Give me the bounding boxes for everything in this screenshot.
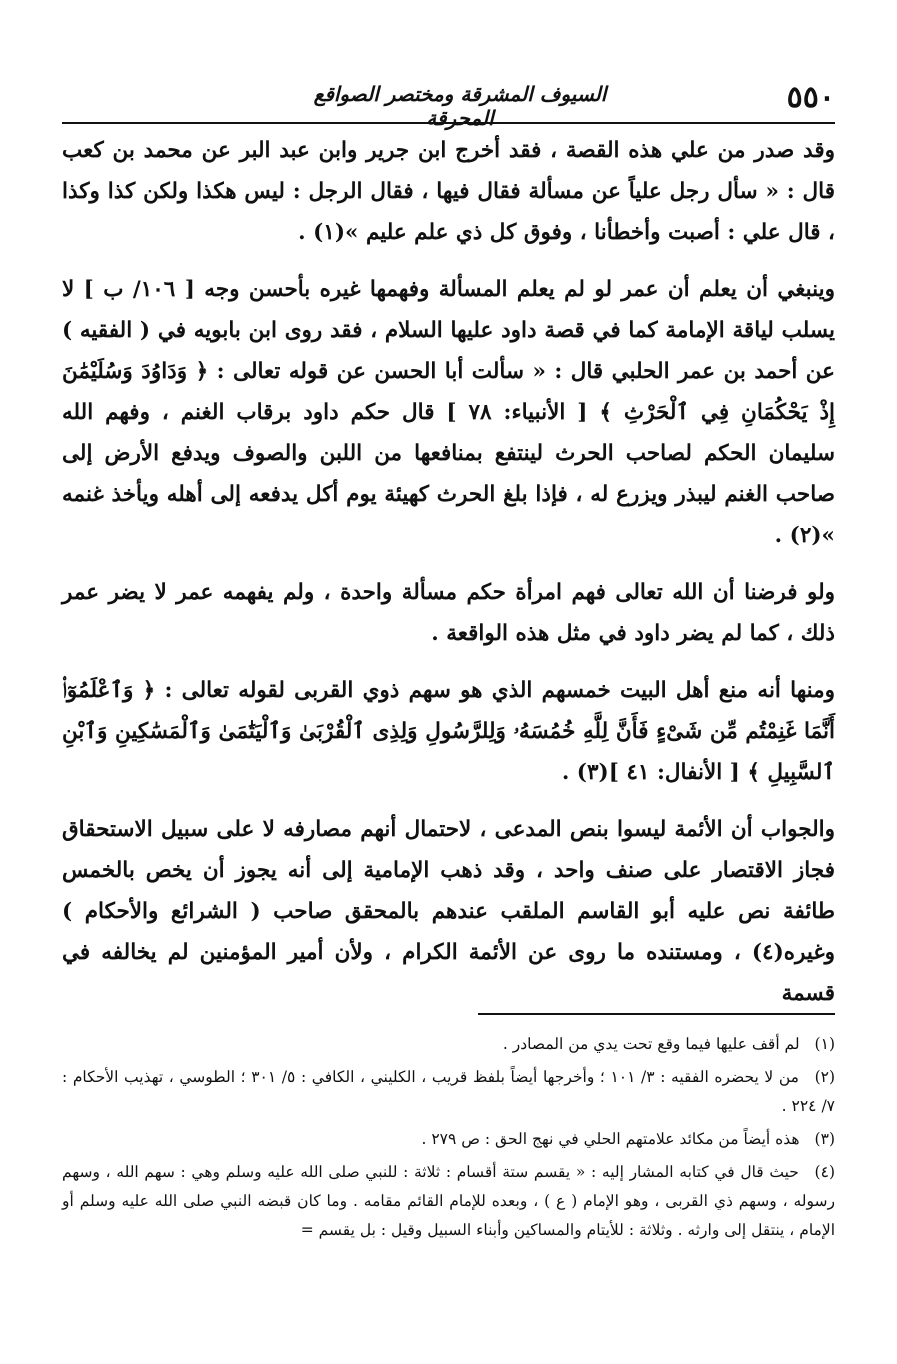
header-divider — [62, 122, 835, 124]
footnote — [62, 1158, 835, 1245]
footnote-text: من لا يحضره الفقيه : ٣/ ١٠١ ؛ وأخرجها أيضاً بلفظ قريب ، الكليني ، الكافي : ٥/ ٣٠١ ؛ الطوسي ، تهذيب الأحكام : ٧/ ٢٢٤ . — [62, 1068, 835, 1115]
paragraph: ولو فرضنا أن الله تعالى فهم امرأة حكم مسألة واحدة ، ولم يفهمه عمر لا يضر عمر ذلك ، كما لم يضر داود في مثل هذه الواقعة . — [62, 580, 835, 646]
paragraph: وقد صدر من علي هذه القصة ، فقد أخرج ابن جرير وابن عبد البر عن محمد بن كعب قال : « سأل رجل علياً عن مسألة فقال فيها ، فقال الرجل : ليس هكذا ولكن كذا وكذا ، قال علي : أصبت وأخطأنا ، وفوق كل ذي علم عليم »(١) . — [62, 138, 835, 245]
footnote-text: هذه أيضاً من مكائد علامتهم الحلي في نهج الحق : ص ٢٧٩ . — [421, 1130, 800, 1148]
footnote-number: (٣) — [814, 1130, 835, 1148]
page-header — [62, 78, 835, 130]
footnote-text: حيث قال في كتابه المشار إليه : « يقسم ستة أقسام : ثلاثة : للنبي صلى الله عليه وسلم وهي : سهم الله ، وسهم رسوله ، وسهم ذي القربى ، وهو الإمام ( ع ) ، وبعده للإمام القائم مقامه . وما كان قبضه النبي صلى الله عليه وسلم أو الإمام ، ينتقل إلى وارثه . وثلاثة : للأيتام والمساكين وأبناء السبيل وقيل : بل يقسم = — [62, 1163, 835, 1239]
footnote — [62, 1030, 835, 1059]
paragraph: ومنها أنه منع أهل البيت خمسهم الذي هو سهم ذوي القربى لقوله تعالى : ﴿ وَٱعْلَمُوٓا۟ أَنَّمَا غَنِمْتُم مِّن شَىْءٍ فَأَنَّ لِلَّهِ خُمُسَهُۥ وَلِلرَّسُولِ وَلِذِى ٱلْقُرْبَىٰ وَٱلْيَتَٰمَىٰ وَٱلْمَسَٰكِينِ وَٱبْنِ ٱلسَّبِيلِ ﴾ [ الأنفال: ٤١ ](٣) . — [62, 678, 835, 785]
footnotes — [62, 1030, 835, 1249]
footnote-number: (١) — [814, 1035, 835, 1053]
footnote-text: لم أقف عليها فيما وقع تحت يدي من المصادر . — [502, 1035, 800, 1053]
main-text — [62, 130, 835, 1030]
paragraph: والجواب أن الأئمة ليسوا بنص المدعى ، لاحتمال أنهم مصارفه لا على سبيل الاستحقاق فجاز الاقتصار على صنف واحد ، وقد ذهب الإمامية إلى أنه يجوز أن يخص بالخمس طائفة نص عليه أبو القاسم الملقب عندهم بالمحقق صاحب ( الشرائع والأحكام ) وغيره(٤) ، ومستنده ما روى عن الأئمة الكرام ، ولأن أمير المؤمنين لم يخالفه في قسمة — [62, 817, 835, 1006]
footnote — [62, 1063, 835, 1121]
footnote-number: (٢) — [814, 1068, 836, 1086]
footnote-divider — [478, 1013, 835, 1015]
paragraph: وينبغي أن يعلم أن عمر لو لم يعلم المسألة وفهمها غيره بأحسن وجه [ ١٠٦/ ب ] لا يسلب لياقة الإمامة كما في قصة داود عليها السلام ، فقد روى ابن بابويه في ( الفقيه ) عن أحمد بن عمر الحلبي قال : « سألت أبا الحسن عن قوله تعالى : ﴿ وَدَاوُدَ وَسُلَيْمَٰنَ إِذْ يَحْكُمَانِ فِي ٱلْحَرْثِ ﴾ [ الأنبياء: ٧٨ ] قال حكم داود برقاب الغنم ، وفهم الله سليمان الحكم لصاحب الحرث لينتفع بمنافعها من اللبن والصوف ويدفع الأرض إلى صاحب الغنم ليبذر ويزرع له ، فإذا بلغ الحرث كهيئة يوم أكل يدفعه إلى أهله ويأخذ غنمه »(٢) . — [62, 277, 836, 548]
page-number: ٥٥٠ — [786, 80, 835, 115]
footnote-number: (٤) — [814, 1163, 835, 1181]
footnote — [62, 1125, 835, 1154]
running-title: السيوف المشرقة ومختصر الصواقع المحرقة — [313, 82, 607, 130]
